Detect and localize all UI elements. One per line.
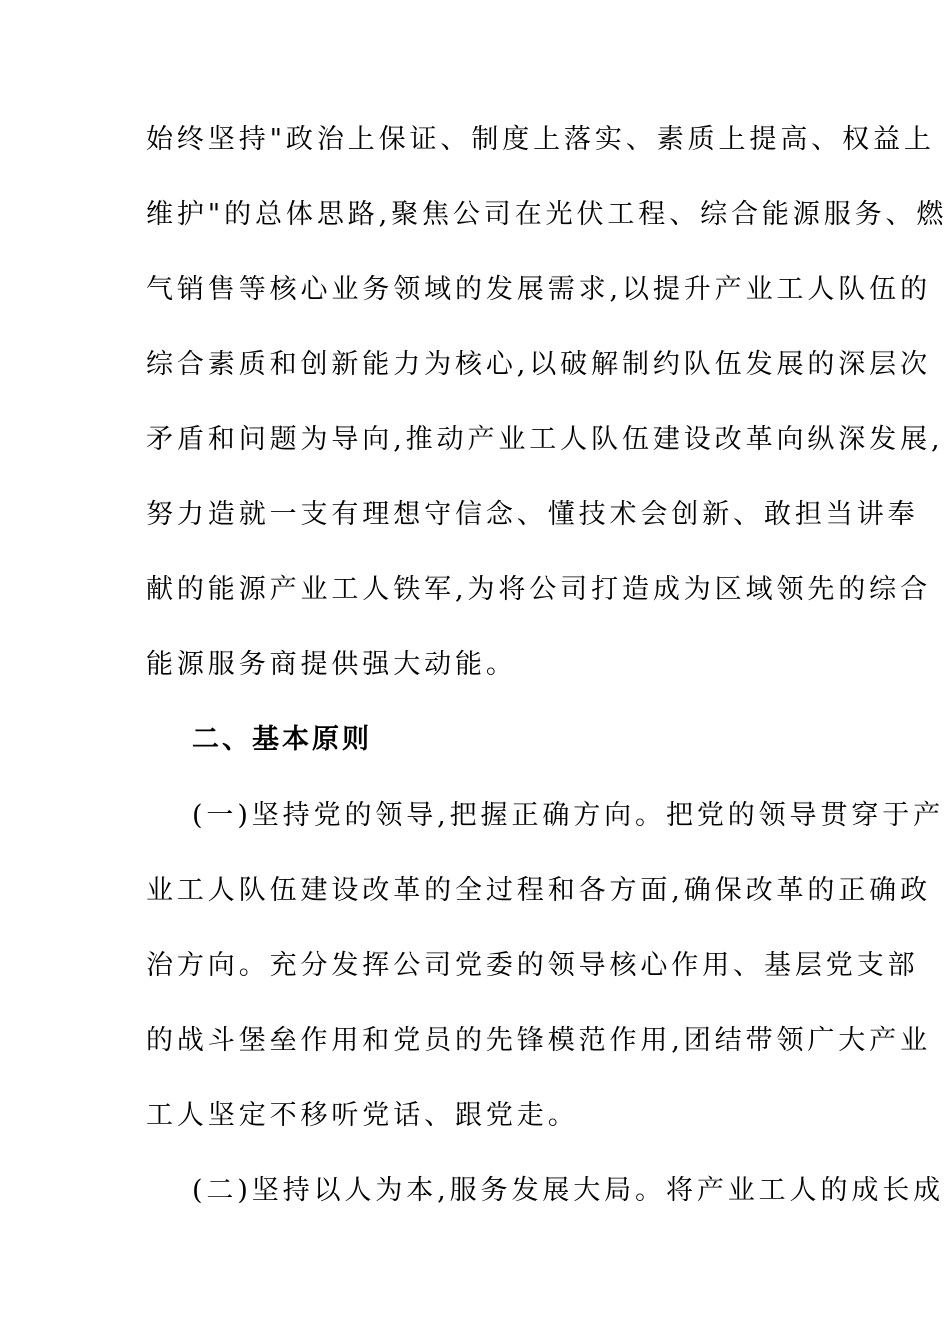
- text-line: 矛盾和问题为导向,推动产业工人队伍建设改革向纵深发展,: [146, 424, 944, 455]
- text-line: 综合素质和创新能力为核心,以破解制约队伍发展的深层次: [146, 349, 931, 380]
- text-line: (一)坚持党的领导,把握正确方向。把党的领导贯穿于产: [192, 800, 945, 831]
- text-line: 维护"的总体思路,聚焦公司在光伏工程、综合能源服务、燃: [146, 199, 948, 230]
- text-line: (二)坚持以人为本,服务发展大局。将产业工人的成长成: [192, 1175, 945, 1206]
- section-heading: 二、基本原则: [192, 724, 372, 755]
- text-line: 的战斗堡垒作用和党员的先锋模范作用,团结带领广大产业: [146, 1025, 931, 1056]
- text-line: 治方向。充分发挥公司党委的领导核心作用、基层党支部: [146, 950, 919, 981]
- text-line: 工人坚定不移听党话、跟党走。: [146, 1100, 579, 1131]
- text-line: 气销售等核心业务领域的发展需求,以提升产业工人队伍的: [146, 274, 931, 305]
- text-line: 能源服务商提供强大动能。: [146, 649, 517, 680]
- text-line: 业工人队伍建设改革的全过程和各方面,确保改革的正确政: [146, 875, 931, 906]
- text-line: 始终坚持"政治上保证、制度上落实、素质上提高、权益上: [146, 124, 935, 155]
- text-line: 献的能源产业工人铁军,为将公司打造成为区域领先的综合: [146, 574, 931, 605]
- text-line: 努力造就一支有理想守信念、懂技术会创新、敢担当讲奉: [146, 499, 919, 530]
